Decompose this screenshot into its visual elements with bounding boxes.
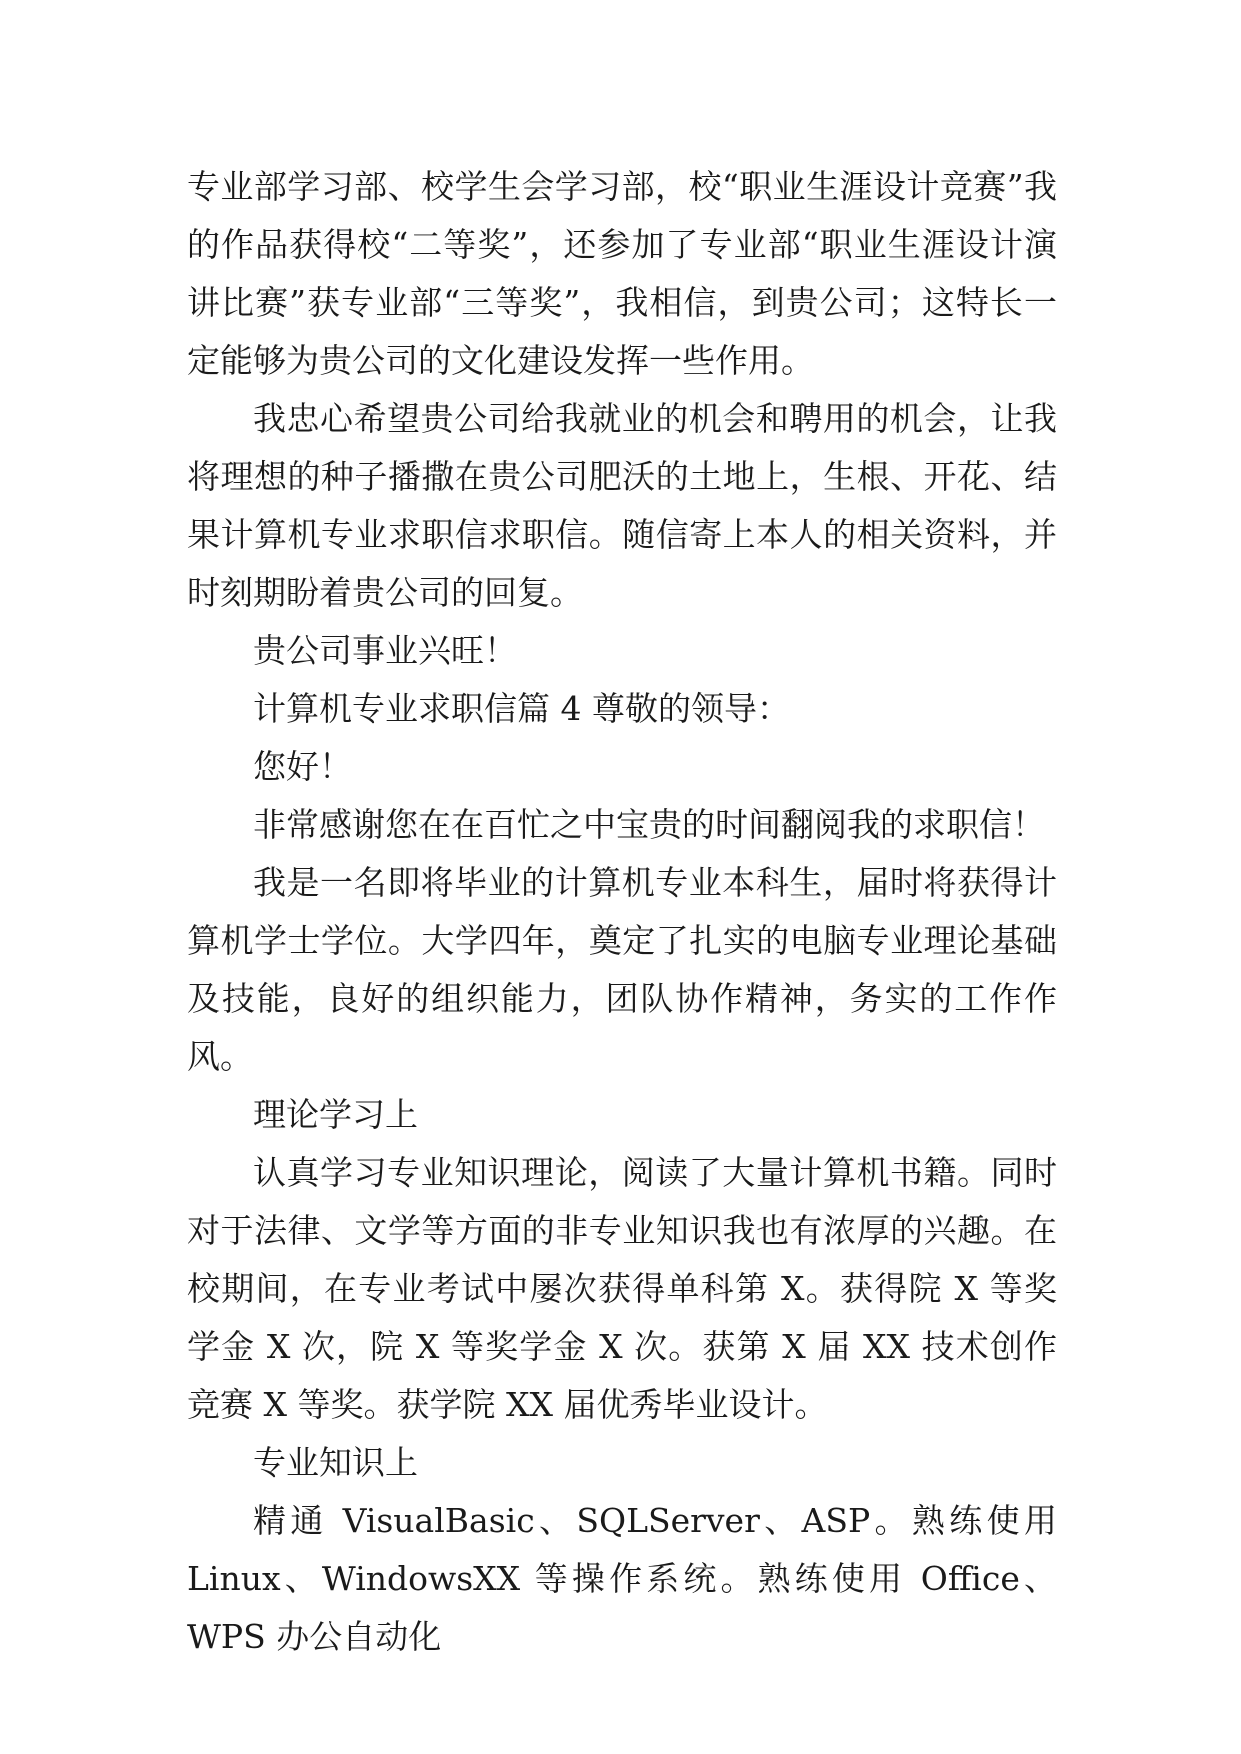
paragraph-skills: 精通 VisualBasic、SQLServer、ASP。熟练使用 Linux、WindowsXX 等操作系统。熟练使用 Office、WPS 办公自动化: [187, 1501, 1057, 1656]
paragraph-thanks: 非常感谢您在在百忙之中宝贵的时间翻阅我的求职信！: [253, 805, 1045, 844]
section-heading-knowledge: 专业知识上: [253, 1443, 418, 1482]
paragraph-theory: 认真学习专业知识理论，阅读了大量计算机书籍。同时对于法律、文学等方面的非专业知识我也有浓厚的兴趣。在校期间，在专业考试中屡次获得单科第 X。获得院 X 等奖学金 X 次，院 X 等奖学金 X 次。获第 X 届 XX 技术创作竞赛 X 等奖。获学院 XX 届优秀毕业设计。: [187, 1153, 1057, 1424]
paragraph-introduction: 我是一名即将毕业的计算机专业本科生，届时将获得计算机学士学位。大学四年，奠定了扎实的电脑专业理论基础及技能，良好的组织能力，团队协作精神，务实的工作作风。: [187, 863, 1057, 1076]
paragraph-greeting: 您好！: [253, 747, 352, 786]
paragraph-wish: 贵公司事业兴旺！: [253, 631, 517, 670]
paragraph-hope: 我忠心希望贵公司给我就业的机会和聘用的机会，让我将理想的种子播撒在贵公司肥沃的土地上，生根、开花、结果计算机专业求职信求职信。随信寄上本人的相关资料，并时刻期盼着贵公司的回复。: [187, 399, 1057, 612]
paragraph-awards: 专业部学习部、校学生会学习部，校“职业生涯设计竞赛”我的作品获得校“二等奖”，还参加了专业部“职业生涯设计演讲比赛”获专业部“三等奖”，我相信，到贵公司；这特长一定能够为贵公司的文化建设发挥一些作用。: [187, 167, 1057, 380]
paragraph-letter-heading: 计算机专业求职信篇 4 尊敬的领导：: [253, 689, 790, 728]
document-body: [187, 158, 1057, 1666]
section-heading-theory: 理论学习上: [253, 1095, 418, 1134]
